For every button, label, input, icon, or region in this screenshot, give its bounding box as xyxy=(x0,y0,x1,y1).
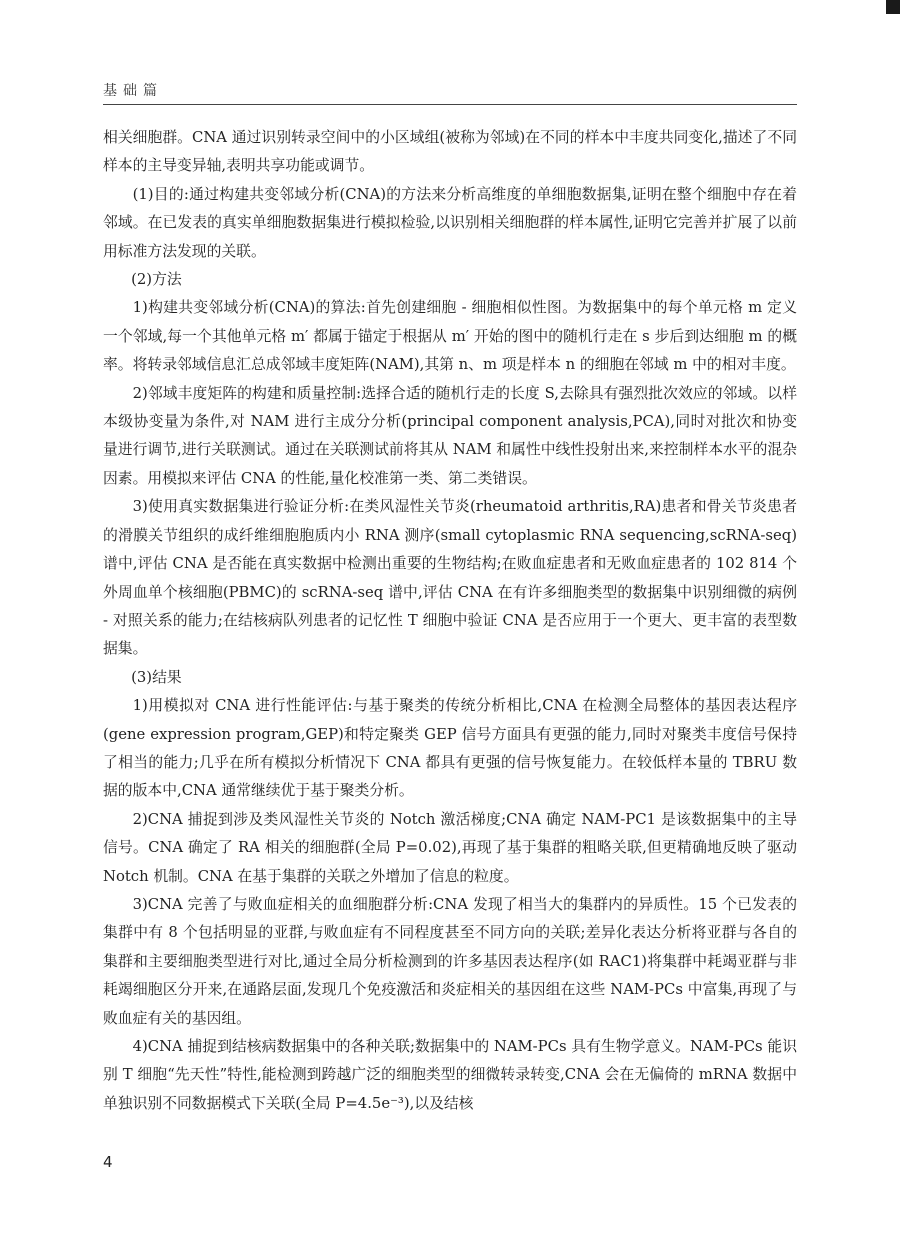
header-rule xyxy=(103,104,797,105)
body-text xyxy=(103,124,797,1118)
paragraph-method-3: 3)使用真实数据集进行验证分析:在类风湿性关节炎(rheumatoid arthritis,RA)患者和骨关节炎患者的滑膜关节组织的成纤维细胞胞质内小 RNA 测序(small cytoplasmic RNA sequencing,scRNA-seq)谱中,评估 CNA 是否能在真实数据中检测出重要的生物结构;在败血症患者和无败血症患者的 102 814 个外周血单个核细胞(PBMC)的 scRNA-seq 谱中,评估 CNA 在有许多细胞类型的数据集中识别细微的病例 - 对照关系的能力;在结核病队列患者的记忆性 T 细胞中验证 CNA 是否应用于一个更大、更丰富的表型数据集。 xyxy=(103,498,797,658)
paragraph-result-3: 3)CNA 完善了与败血症相关的血细胞群分析:CNA 发现了相当大的集群内的异质性。15 个已发表的集群中有 8 个包括明显的亚群,与败血症有不同程度甚至不同方向的关联;差异化表达分析将亚群与各自的集群和主要细胞类型进行对比,通过全局分析检测到的许多基因表达程序(如 RAC1)将集群中耗竭亚群与非耗竭细胞区分开来,在通路层面,发现几个免疫激活和炎症相关的基因组在这些 NAM-PCs 中富集,再现了与败血症有关的基因组。 xyxy=(103,895,797,1027)
running-head: 基础篇 xyxy=(103,83,163,99)
paragraph-purpose: (1)目的:通过构建共变邻域分析(CNA)的方法来分析高维度的单细胞数据集,证明在整个细胞中存在着邻域。在已发表的真实单细胞数据集进行模拟检验,以识别相关细胞群的样本属性,证明它完善并扩展了以前用标准方法发现的关联。 xyxy=(103,185,797,260)
page-number: 4 xyxy=(103,1153,113,1171)
corner-crop-mark xyxy=(886,0,900,14)
paragraph-result-4: 4)CNA 捕捉到结核病数据集中的各种关联;数据集中的 NAM-PCs 具有生物学意义。NAM-PCs 能识别 T 细胞“先天性”特性,能检测到跨越广泛的细胞类型的细微转录转变,CNA 会在无偏倚的 mRNA 数据中单独识别不同数据模式下关联(全局 P=4.5e⁻³),以及结核 xyxy=(103,1038,797,1112)
paragraph-method-2: 2)邻域丰度矩阵的构建和质量控制:选择合适的随机行走的长度 S,去除具有强烈批次效应的邻域。以样本级协变量为条件,对 NAM 进行主成分分析(principal component analysis,PCA),同时对批次和协变量进行调节,进行关联测试。通过在关联测试前将其从 NAM 和属性中线性投射出来,来控制样本水平的混杂因素。用模拟来评估 CNA 的性能,量化校准第一类、第二类错误。 xyxy=(103,384,797,487)
section-heading-results: (3)结果 xyxy=(131,668,182,686)
paragraph-result-2: 2)CNA 捕捉到涉及类风湿性关节炎的 Notch 激活梯度;CNA 确定 NAM-PC1 是该数据集中的主导信号。CNA 确定了 RA 相关的细胞群(全局 P=0.02),再现了基于集群的粗略关联,但更精确地反映了驱动 Notch 机制。CNA 在基于集群的关联之外增加了信息的粒度。 xyxy=(103,810,797,885)
section-heading-methods: (2)方法 xyxy=(131,271,182,289)
paragraph-continuation: 相关细胞群。CNA 通过识别转录空间中的小区域组(被称为邻域)在不同的样本中丰度共同变化,描述了不同样本的主导变异轴,表明共享功能或调节。 xyxy=(103,129,797,175)
paragraph-result-1: 1)用模拟对 CNA 进行性能评估:与基于聚类的传统分析相比,CNA 在检测全局整体的基因表达程序(gene expression program,GEP)和特定聚类 GEP 信号方面具有更强的能力,同时对聚类丰度信号保持了相当的能力;几乎在所有模拟分析情况下 CNA 都具有更强的信号恢复能力。在较低样本量的 TBRU 数据的版本中,CNA 通常继续优于基于聚类分析。 xyxy=(103,697,797,800)
paragraph-method-1: 1)构建共变邻域分析(CNA)的算法:首先创建细胞 - 细胞相似性图。为数据集中的每个单元格 m 定义一个邻域,每一个其他单元格 m′ 都属于锚定于根据从 m′ 开始的图中的随机行走在 s 步后到达细胞 m 的概率。将转录邻域信息汇总成邻域丰度矩阵(NAM),其第 n、m 项是样本 n 的细胞在邻域 m 中的相对丰度。 xyxy=(103,299,797,374)
